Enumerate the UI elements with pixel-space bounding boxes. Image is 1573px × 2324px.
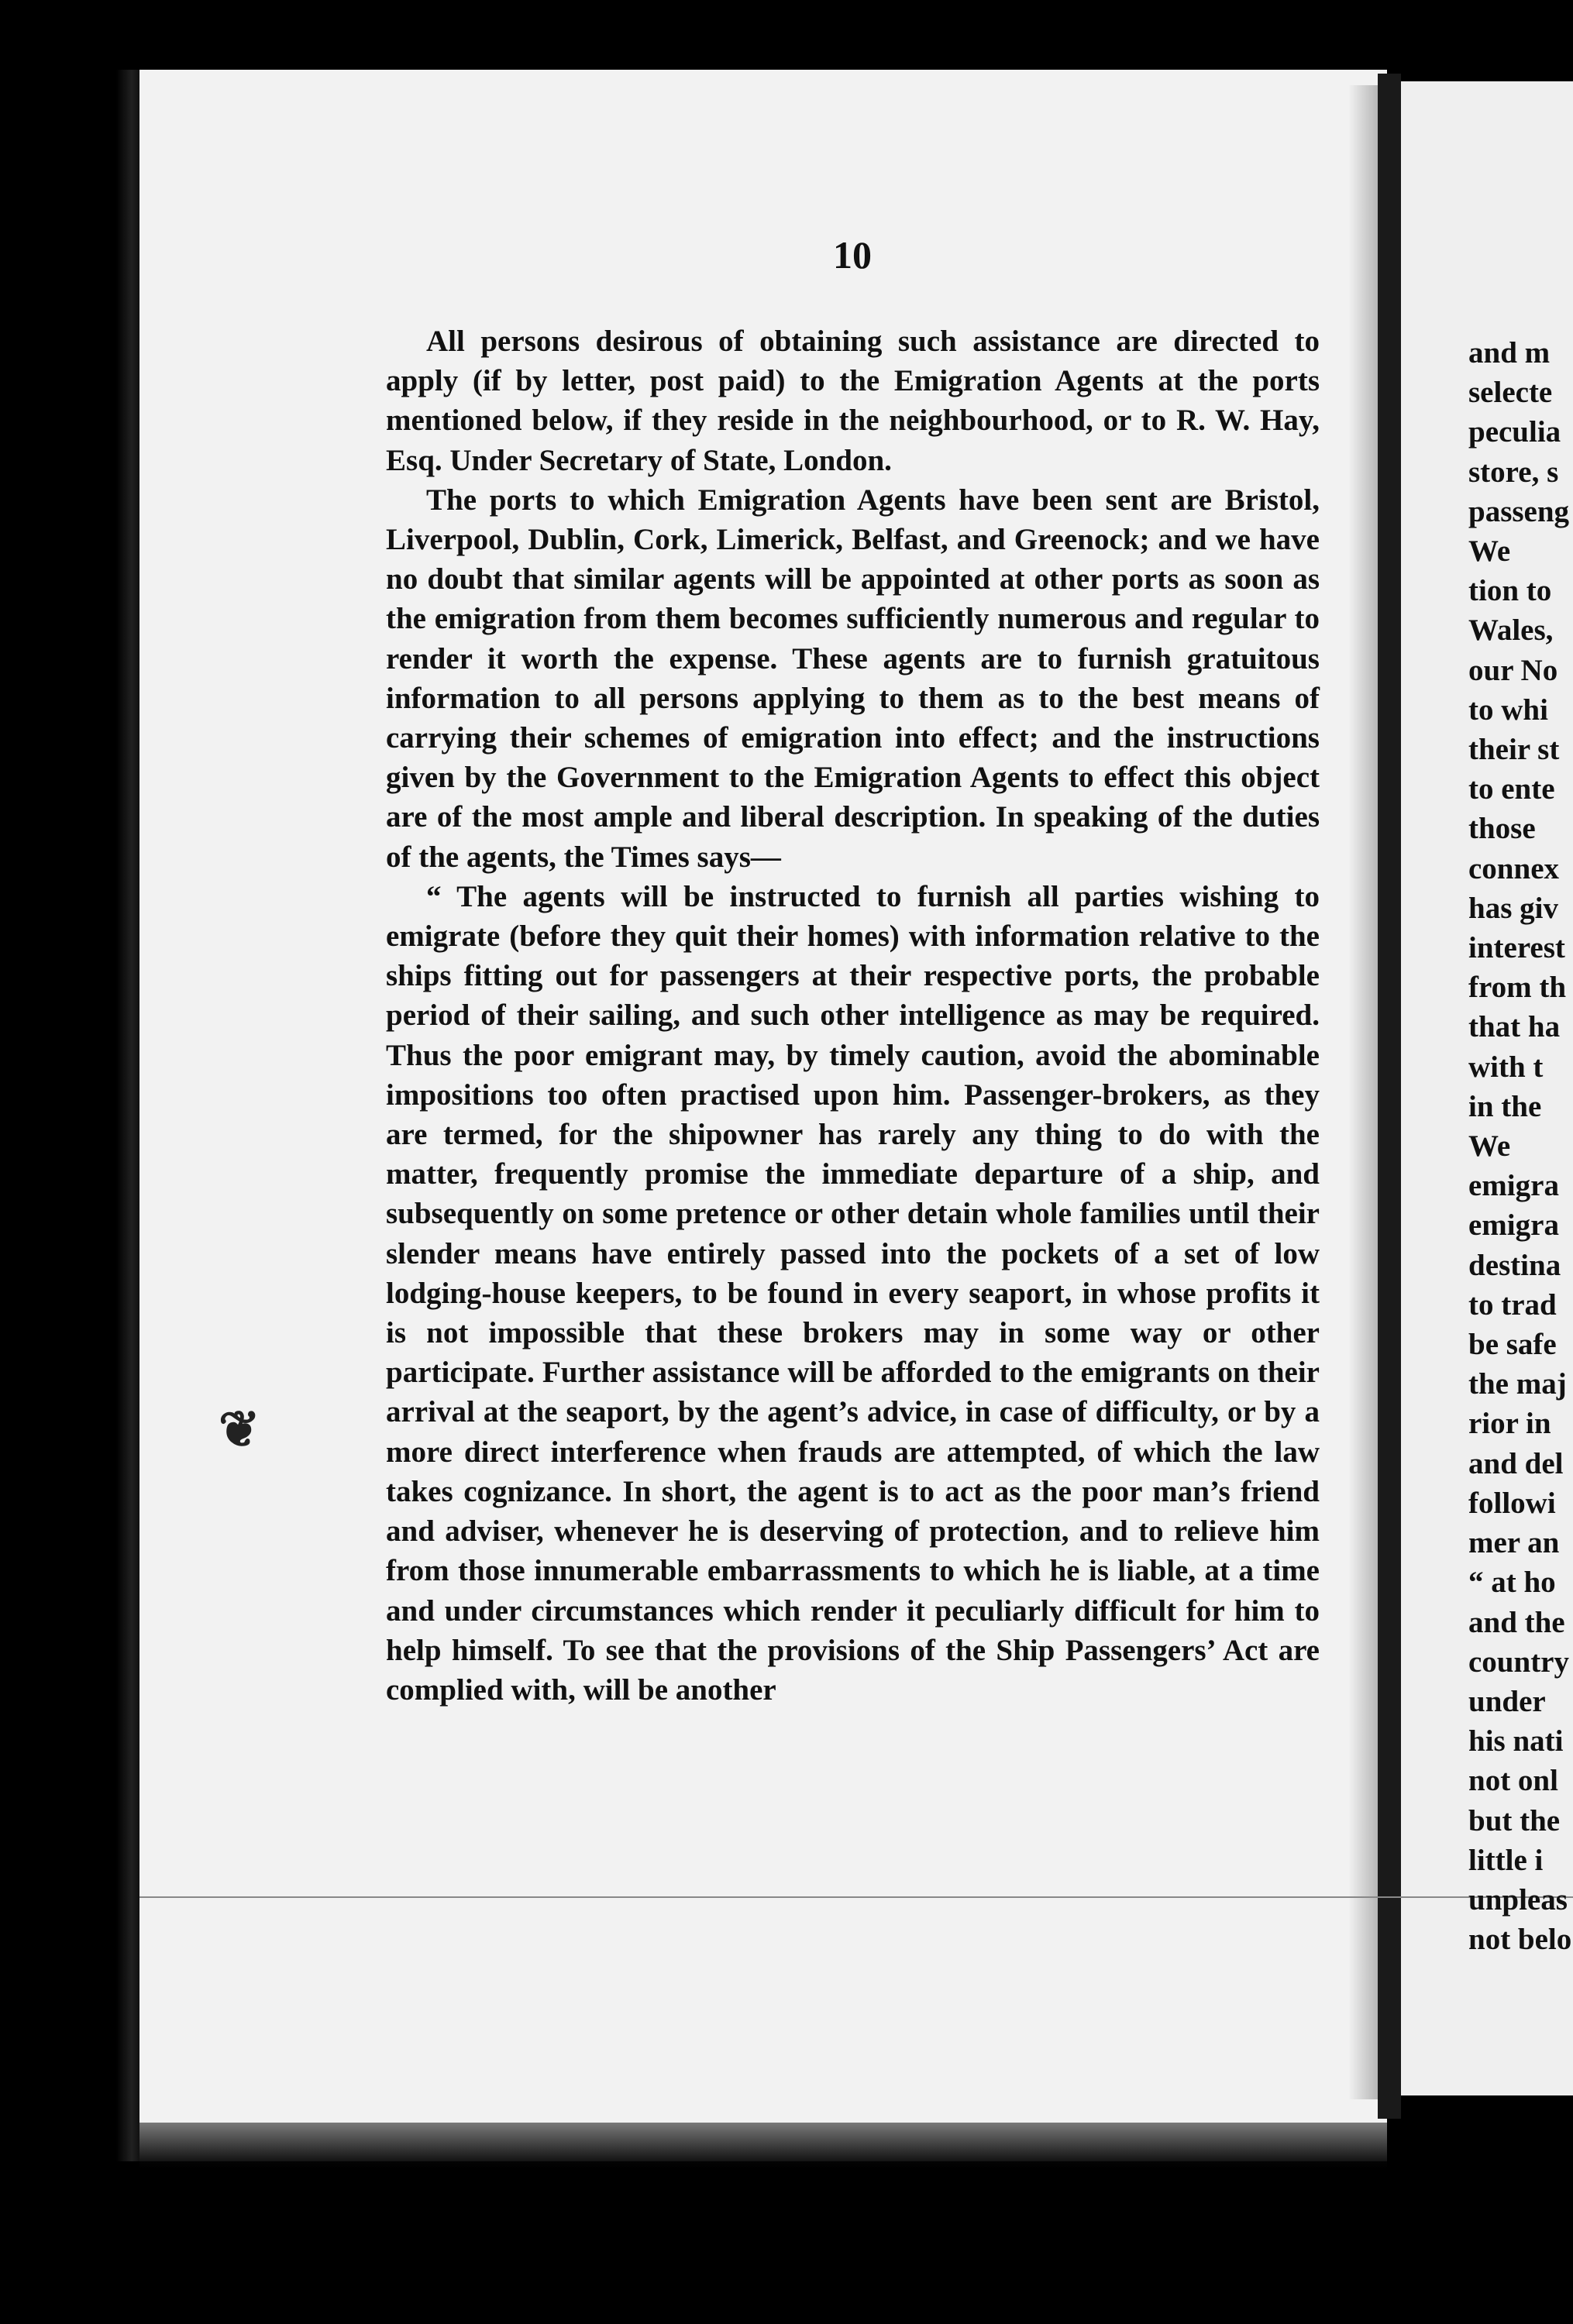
- facing-line: not onl: [1468, 1764, 1558, 1798]
- facing-line: with t: [1468, 1050, 1544, 1084]
- body-text: [386, 321, 1320, 1710]
- facing-line: connex: [1468, 851, 1559, 885]
- scan-line-artifact: [139, 1896, 1573, 1898]
- facing-line: has giv: [1468, 891, 1558, 925]
- facing-line: selecte: [1468, 376, 1553, 410]
- facing-line: destina: [1468, 1248, 1561, 1282]
- facing-line: be safe: [1468, 1328, 1557, 1362]
- facing-line: mer an: [1468, 1526, 1560, 1560]
- paragraph-2: The ports to which Emigration Agents have been sent are Bristol, Liverpool, Dublin, Cork, Limerick, Belfast, and Greenock; and we have no doubt that similar agents will be appointed at other ports as soon as the emigration from them becomes sufficiently numerous and regular to render it worth the expense. These agents are to furnish gratuitous information to all persons applying to them as to the best means of carrying their schemes of emigration into effect; and the instructions given by the Government to the Emigration Agents to effect this object are of the most ample and liberal description. In speaking of the duties of the agents, the Times says—: [386, 483, 1320, 874]
- facing-line: and m: [1468, 336, 1551, 370]
- facing-line: those: [1468, 812, 1536, 846]
- facing-line: tion to: [1468, 574, 1552, 608]
- paragraph-1: All persons desirous of obtaining such assistance are directed to apply (if by letter, post paid) to the Emigration Agents at the ports mentioned below, if they reside in the neighbourhood, or to R. W. Hay, Esq. Under Secretary of State, London.: [386, 325, 1320, 477]
- facing-line: in the: [1468, 1089, 1542, 1123]
- facing-line: emigra: [1468, 1208, 1559, 1243]
- facing-line: followi: [1468, 1486, 1556, 1520]
- facing-line: our No: [1468, 653, 1558, 687]
- facing-line: and the: [1468, 1605, 1565, 1639]
- facing-line: We: [1468, 1129, 1511, 1164]
- book-binding: [1378, 74, 1401, 2119]
- gutter-shadow: [1348, 85, 1378, 2099]
- facing-line: passeng: [1468, 494, 1570, 528]
- facing-line: their st: [1468, 733, 1560, 767]
- paragraph-3-quotation: “ The agents will be instructed to furnish all parties wishing to emigrate (before they quit their homes) with information relative to the ships fitting out for passengers at their respective ports, the probable period of their sailing, and such other intelligence as may be required. Thus the poor emigrant may, by timely caution, avoid the abominable impositions too often practised upon him. Passenger-brokers, as they are termed, for the shipowner has rarely any thing to do with the matter, frequently promise the immediate departure of a ship, and subsequently on some pretence or other detain whole families until their slender means have entirely passed into the pockets of a set of low lodging-house keepers, to be found in every seaport, in whose profits it is not impossible that these brokers may in some way or other participate. Further assistance will be afforded to the emigrants on their arrival at the seaport, by the agent’s advice, in case of difficulty, or by a more direct interference when frauds are attempted, of which the law takes cognizance. In short, the agent is to act as the poor man’s friend and adviser, whenever he is deserving of protection, and to relieve him from those innumerable embarrassments to which he is liable, at a time and under circumstances which render it peculiarly difficult for him to help himself. To see that the provisions of the Ship Passengers’ Act are complied with, will be another: [386, 879, 1320, 1707]
- facing-line: from th: [1468, 971, 1567, 1005]
- facing-line: “ at ho: [1468, 1566, 1556, 1600]
- facing-line: emigra: [1468, 1169, 1559, 1203]
- facing-line: to ente: [1468, 772, 1555, 806]
- facing-line: We: [1468, 535, 1511, 569]
- scan-bottom-edge: [139, 2123, 1387, 2169]
- facing-line: unpleas: [1468, 1882, 1568, 1917]
- facing-page-text: [1468, 333, 1573, 1959]
- facing-line: store, s: [1468, 455, 1559, 489]
- facing-line: but the: [1468, 1803, 1561, 1838]
- facing-line: Wales,: [1468, 614, 1554, 648]
- facing-line: that ha: [1468, 1010, 1561, 1044]
- facing-line: the maj: [1468, 1367, 1567, 1401]
- page-number: 10: [833, 233, 872, 277]
- ink-blot: ❦: [219, 1402, 260, 1457]
- facing-line: country: [1468, 1645, 1569, 1679]
- facing-line: to whi: [1468, 693, 1548, 727]
- facing-line: interest: [1468, 931, 1565, 965]
- facing-line: rior in: [1468, 1407, 1551, 1441]
- facing-line: not belo: [1468, 1923, 1572, 1957]
- facing-line: to trad: [1468, 1287, 1557, 1322]
- facing-line: little i: [1468, 1843, 1544, 1877]
- facing-line: under: [1468, 1684, 1546, 1718]
- facing-line: peculia: [1468, 415, 1561, 449]
- facing-line: his nati: [1468, 1724, 1564, 1758]
- facing-line: and del: [1468, 1446, 1564, 1480]
